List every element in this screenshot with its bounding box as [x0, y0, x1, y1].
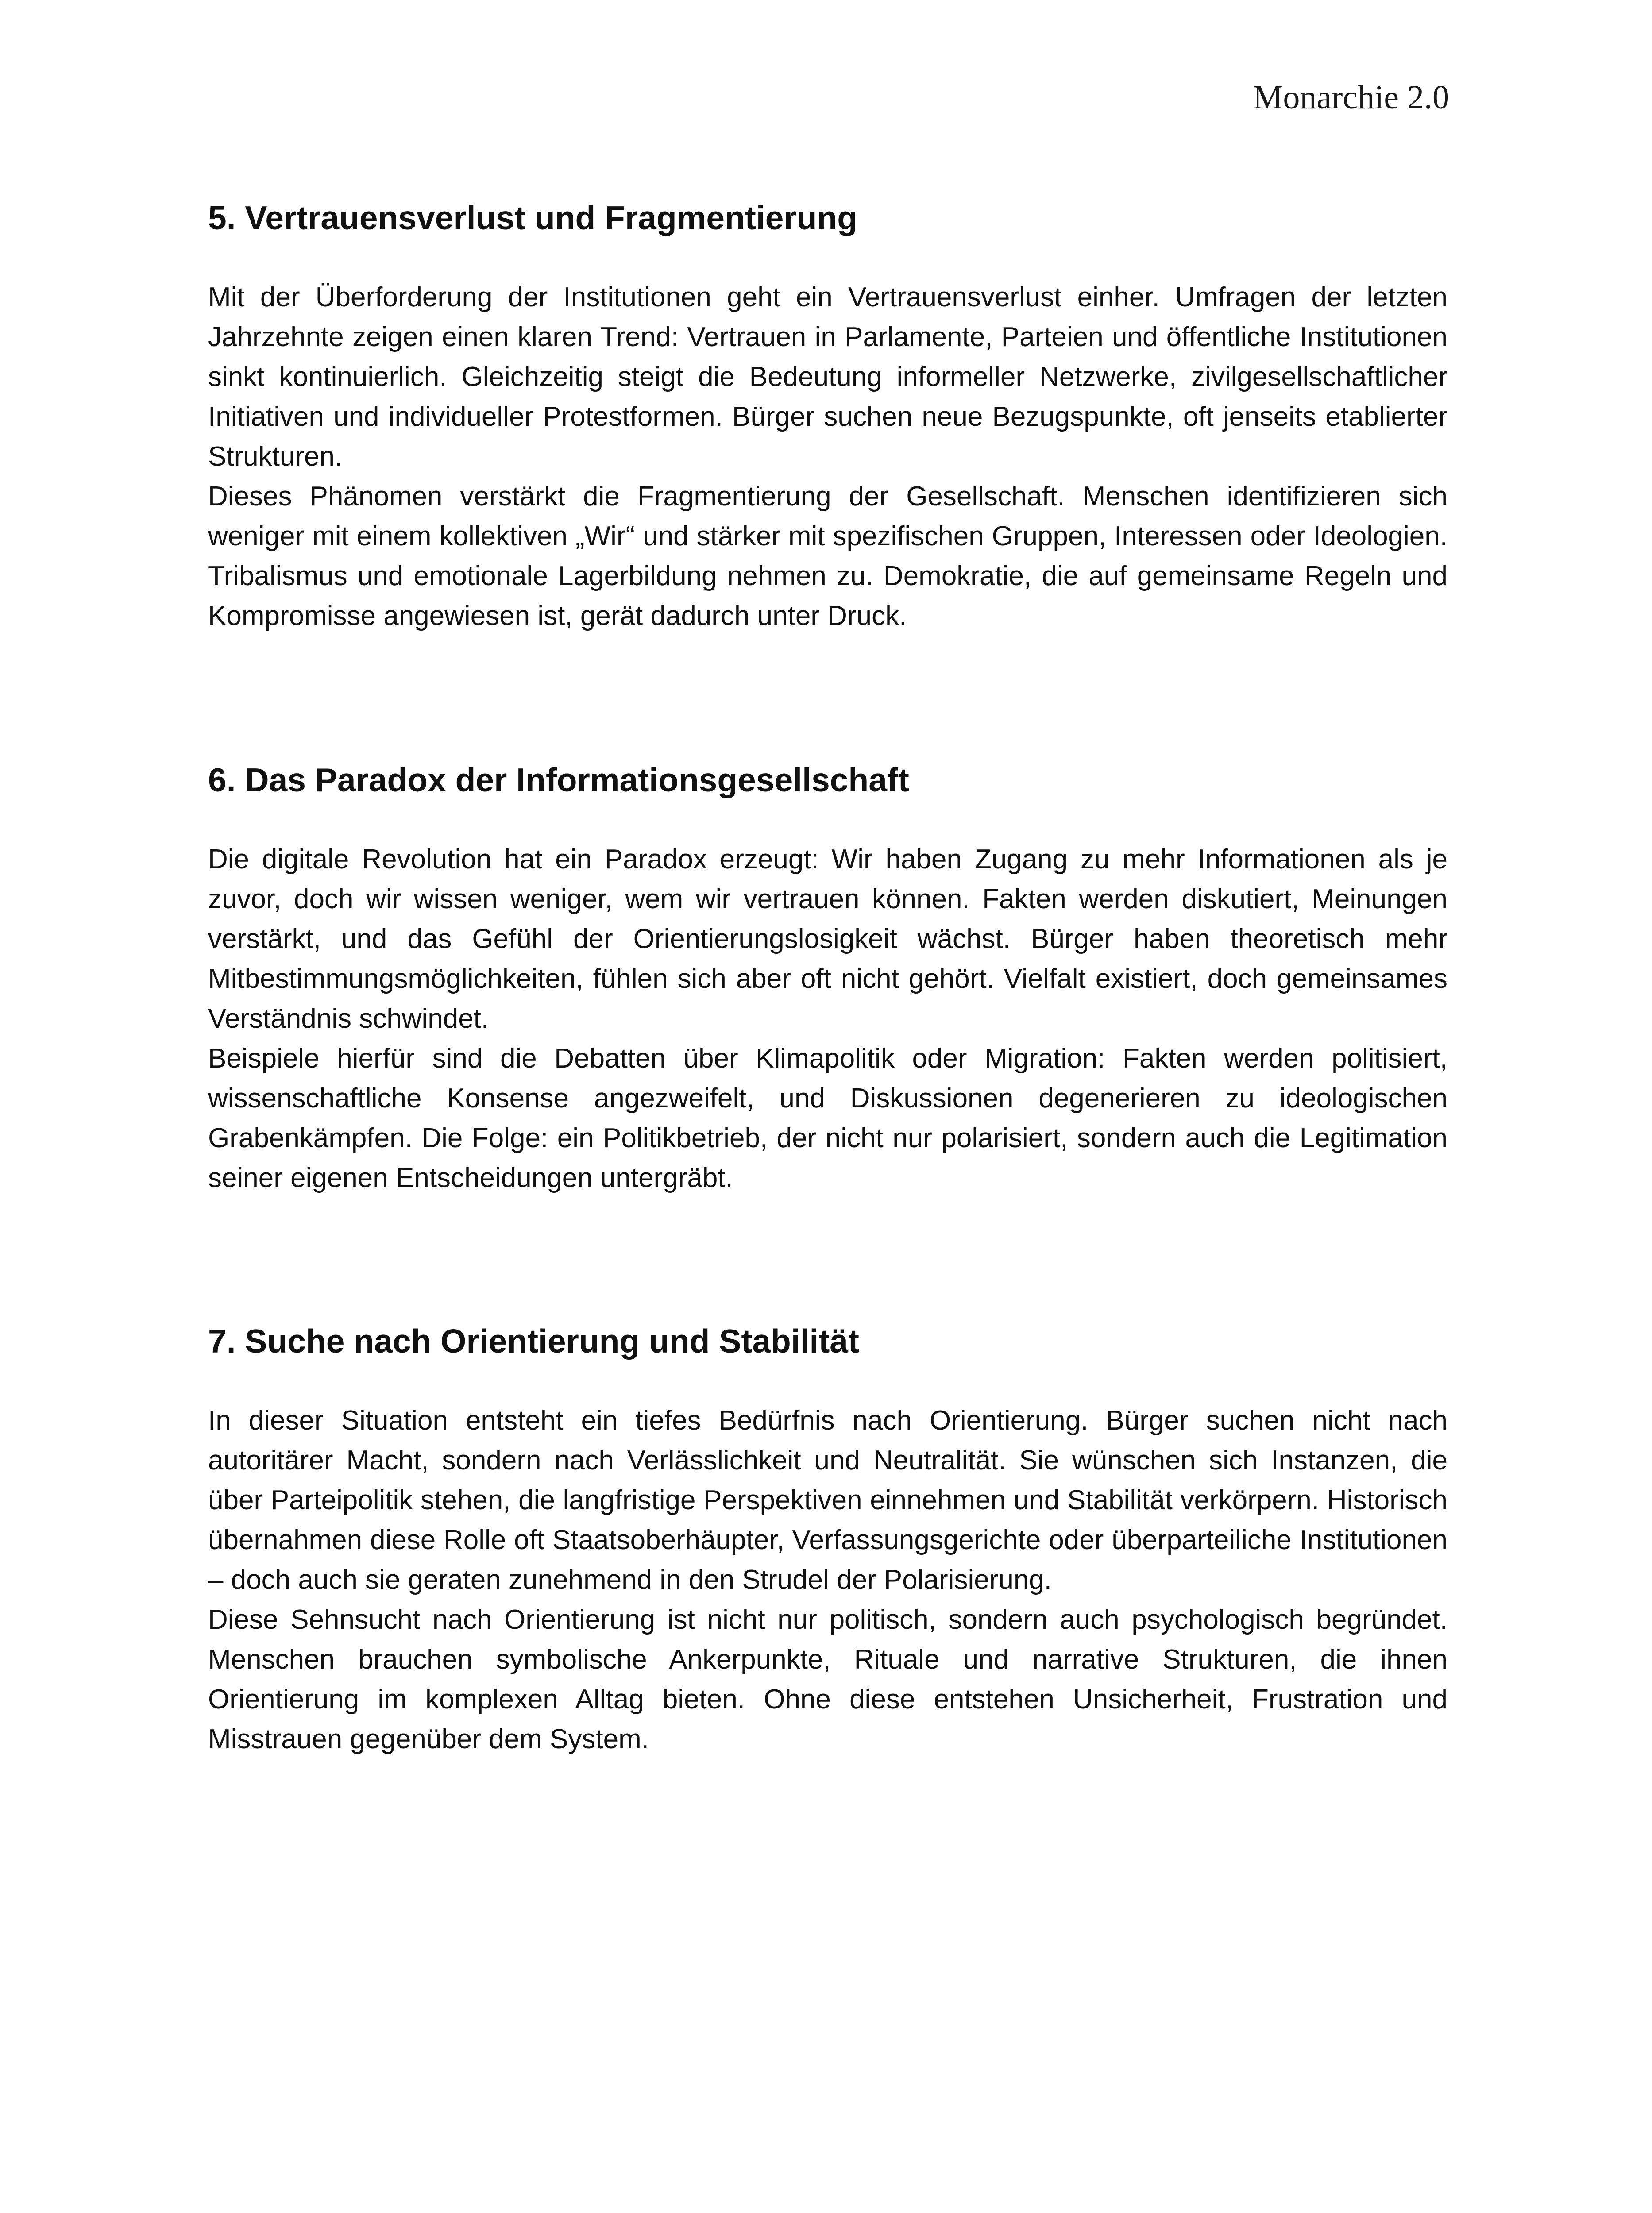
- running-header: Monarchie 2.0: [1253, 79, 1449, 116]
- paragraph: Dieses Phänomen verstärkt die Fragmentierung der Gesellschaft. Menschen identifizieren sich weniger mit einem kollektiven „Wir“ und stärker mit spezifischen Gruppen, Interessen oder Ideologien. Tribalismus und emotionale Lagerbildung nehmen zu. Demokratie, die auf gemeinsame Regeln und Kompromisse angewiesen ist, gerät dadurch unter Druck.: [208, 481, 1447, 631]
- section-vertrauensverlust: [208, 196, 1447, 636]
- paragraph: Diese Sehnsucht nach Orientierung ist nicht nur politisch, sondern auch psychologisch begründet. Menschen brauchen symbolische Ankerpunkte, Rituale und narrative Strukturen, die ihnen Orientierung im komplexen Alltag bieten. Ohne diese entstehen Unsicherheit, Frustration und Misstrauen gegenüber dem System.: [208, 1604, 1447, 1754]
- section-body: [208, 840, 1447, 1198]
- paragraph: In dieser Situation entsteht ein tiefes Bedürfnis nach Orientierung. Bürger suchen nicht nach autoritärer Macht, sondern nach Verlässlichkeit und Neutralität. Sie wünschen sich Instanzen, die über Parteipolitik stehen, die langfristige Perspektiven einnehmen und Stabilität verkörpern. Historisch übernahmen diese Rolle oft Staatsoberhäupter, Verfassungsgerichte oder überparteiliche Institutionen – doch auch sie geraten zunehmend in den Strudel der Polarisierung.: [208, 1405, 1447, 1595]
- section-body: [208, 1401, 1447, 1759]
- section-heading: 5. Vertrauensverlust und Fragmentierung: [208, 199, 858, 236]
- section-heading: 6. Das Paradox der Informationsgesellschaft: [208, 761, 909, 798]
- section-orientierung: [208, 1319, 1447, 1759]
- section-informationsgesellschaft: [208, 758, 1447, 1198]
- section-heading: 7. Suche nach Orientierung und Stabilität: [208, 1322, 860, 1360]
- section-body: [208, 278, 1447, 636]
- paragraph: Die digitale Revolution hat ein Paradox erzeugt: Wir haben Zugang zu mehr Informationen als je zuvor, doch wir wissen weniger, wem wir vertrauen können. Fakten werden diskutiert, Meinungen verstärkt, und das Gefühl der Orientierungslosigkeit wächst. Bürger haben theoretisch mehr Mitbestimmungsmöglichkeiten, fühlen sich aber oft nicht gehört. Vielfalt existiert, doch gemeinsames Verständnis schwindet.: [208, 844, 1447, 1034]
- paragraph: Mit der Überforderung der Institutionen geht ein Vertrauensverlust einher. Umfragen der letzten Jahrzehnte zeigen einen klaren Trend: Vertrauen in Parlamente, Parteien und öffentliche Institutionen sinkt kontinuierlich. Gleichzeitig steigt die Bedeutung informeller Netzwerke, zivilgesellschaftlicher Initiativen und individueller Protestformen. Bürger suchen neue Bezugspunkte, oft jenseits etablierter Strukturen.: [208, 282, 1447, 472]
- paragraph: Beispiele hierfür sind die Debatten über Klimapolitik oder Migration: Fakten werden politisiert, wissenschaftliche Konsense angezweifelt, und Diskussionen degenerieren zu ideologischen Grabenkämpfen. Die Folge: ein Politikbetrieb, der nicht nur polarisiert, sondern auch die Legitimation seiner eigenen Entscheidungen untergräbt.: [208, 1043, 1447, 1193]
